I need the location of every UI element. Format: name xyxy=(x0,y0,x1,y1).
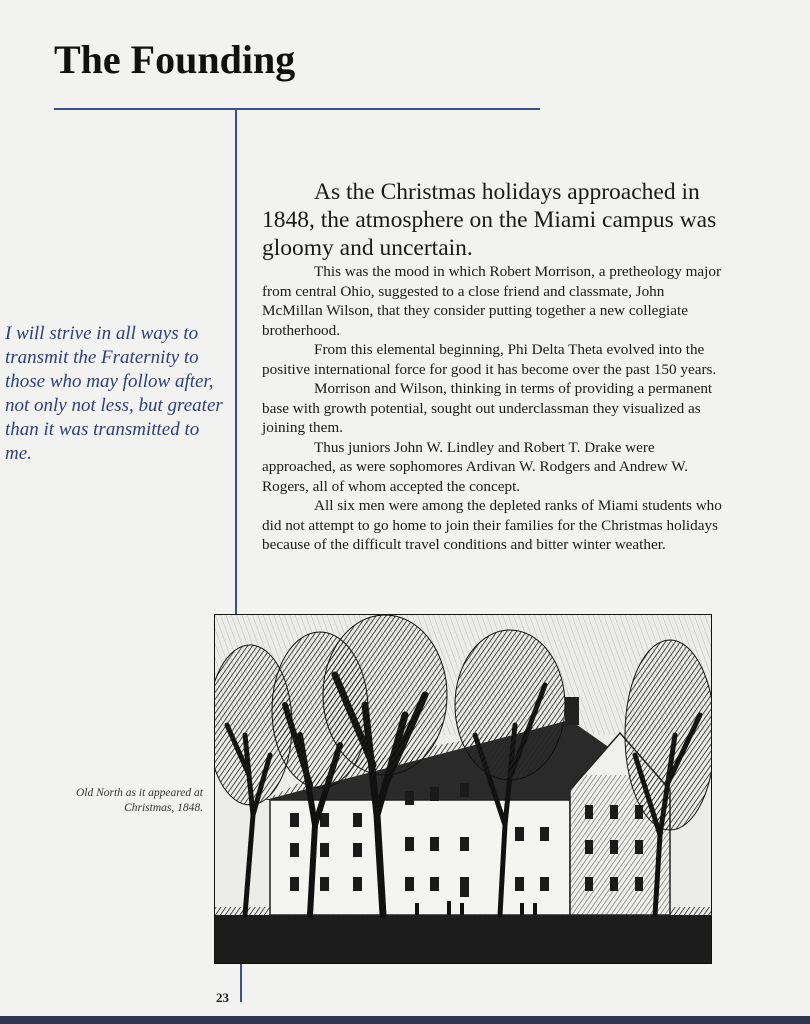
old-north-engraving xyxy=(214,614,712,964)
article-paragraph: Morrison and Wilson, thinking in terms of providing a permanent base with growth potential, sought out underclassman they visualized as joining them. xyxy=(262,380,713,436)
pull-quote: I will strive in all ways to transmit the Fraternity to those who may follow after, not only not less, but greater than it was transmitted to me. xyxy=(5,323,223,464)
page-number: 23 xyxy=(216,990,229,1005)
bottom-bar xyxy=(0,1016,810,1024)
photo-caption: Old North as it appeared at Christmas, 1848. xyxy=(75,787,203,814)
footer-rule xyxy=(240,962,242,1002)
article-lede: As the Christmas holidays approached in 1848, the atmosphere on the Miami campus was gloomy and uncertain. xyxy=(262,179,717,261)
page-title: The Founding xyxy=(54,37,296,82)
article-body xyxy=(262,178,722,555)
column-rule xyxy=(235,108,237,618)
article-paragraph: From this elemental beginning, Phi Delta Theta evolved into the positive international force for good it has become over the past 150 years. xyxy=(262,341,717,378)
title-rule xyxy=(54,108,540,110)
article-paragraph: Thus juniors John W. Lindley and Robert T. Drake were approached, as were sophomores Ardivan W. Rodgers and Andrew W. Rogers, all of whom accepted the concept. xyxy=(262,438,689,495)
article-paragraph: This was the mood in which Robert Morrison, a pretheology major from central Ohio, suggested to a close friend and classmate, John McMillan Wilson, that they consider putting together a new collegiate brotherhood. xyxy=(262,263,722,339)
article-paragraph: All six men were among the depleted ranks of Miami students who did not attempt to go home to join their families for the Christmas holidays because of the difficult travel conditions and bitter winter weather. xyxy=(262,497,722,553)
